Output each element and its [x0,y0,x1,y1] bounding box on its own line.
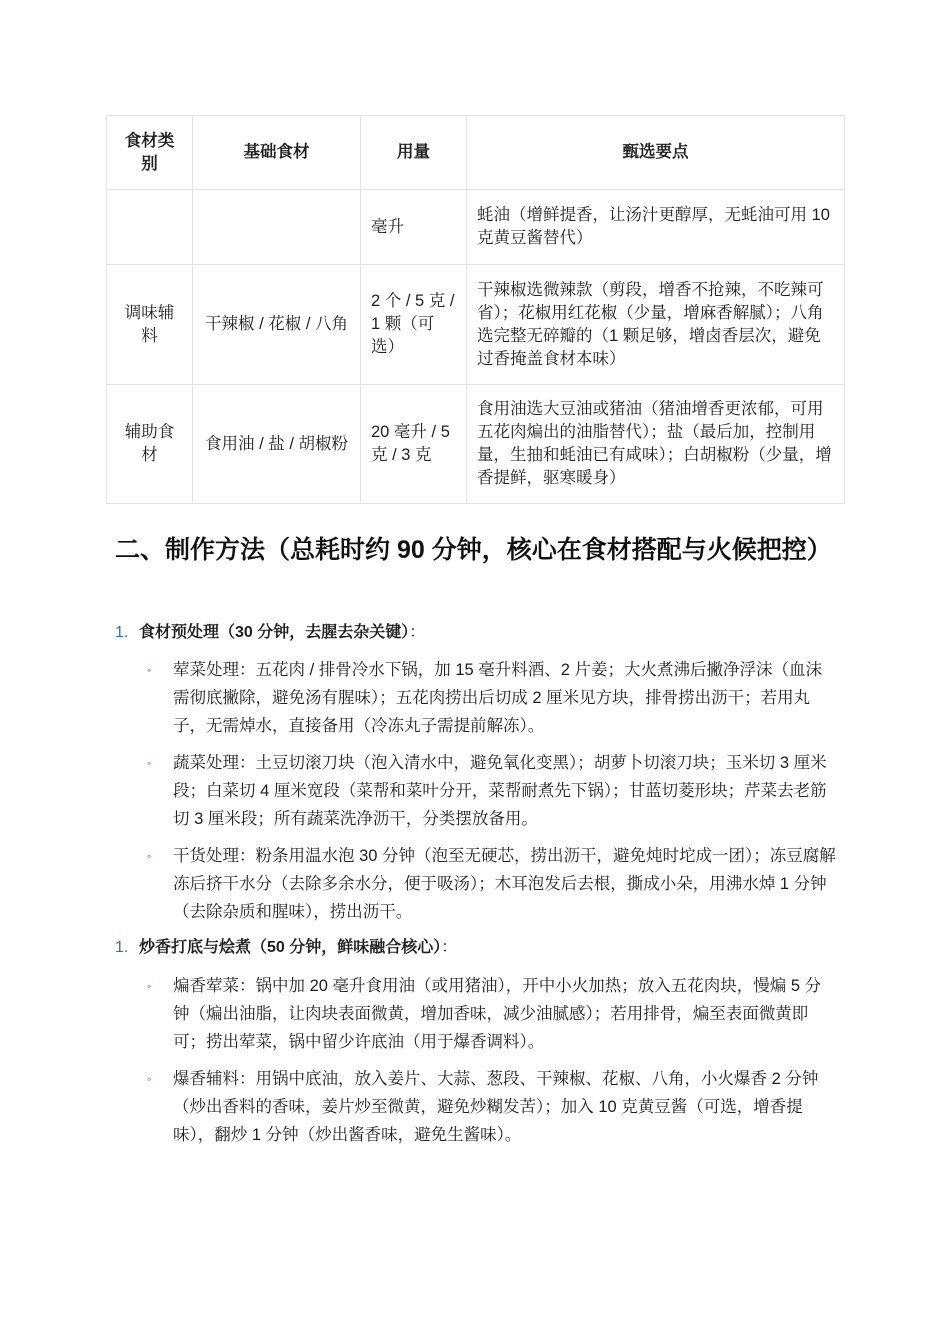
step-number: 1. [115,624,129,641]
header-notes: 甄选要点 [467,116,845,190]
cell-amount: 20 毫升 / 5 克 / 3 克 [361,385,467,504]
list-item [147,749,837,833]
cell-category [107,190,193,265]
list-item [147,656,837,740]
bullet-icon: ◦ [147,663,152,677]
bullet-icon: ◦ [147,979,152,993]
bullet-icon: ◦ [147,1072,152,1086]
table-row [107,385,845,504]
header-ingredient: 基础食材 [193,116,361,190]
table-row [107,265,845,385]
step-number: 1. [115,939,129,956]
step-heading [115,622,425,644]
cell-ingredient: 食用油 / 盐 / 胡椒粉 [193,385,361,504]
cell-ingredient [193,190,361,265]
table-header-row [107,116,845,190]
list-item-text: 荤菜处理：五花肉 / 排骨冷水下锅，加 15 毫升料酒、2 片姜；大火煮沸后撇净浮沫（血沫需彻底撇除，避免汤有腥味）；五花肉捞出后切成 2 厘米见方块，排骨捞出沥干；若用丸子，无需焯水，直接备用（冷冻丸子需提前解冻）。 [173,661,823,735]
cell-category: 辅助食材 [107,385,193,504]
header-amount: 用量 [361,116,467,190]
list-item-text: 煸香荤菜：锅中加 20 毫升食用油（或用猪油），开中小火加热；放入五花肉块，慢煸 5 分钟（煸出油脂，让肉块表面微黄，增加香味，减少油腻感）；若用排骨，煸至表面微黄即可；捞出荤菜，锅中留少许底油（用于爆香调料）。 [173,977,822,1051]
list-item-text: 干货处理：粉条用温水泡 30 分钟（泡至无硬芯，捞出沥干，避免炖时坨成一团）；冻豆腐解冻后挤干水分（去除多余水分，便于吸汤）；木耳泡发后去根，撕成小朵，用沸水焯 1 分钟（去除杂质和腥味），捞出沥干。 [173,847,836,921]
step-title: 食材预处理（30 分钟，去腥去杂关键） [139,624,410,641]
step-suffix: ： [409,624,426,641]
list-item [147,972,837,1056]
cell-notes: 食用油选大豆油或猪油（猪油增香更浓郁，可用五花肉煸出的油脂替代）；盐（最后加，控制用量，生抽和蚝油已有咸味）；白胡椒粉（少量，增香提鲜，驱寒暖身） [467,385,845,504]
cell-amount: 2 个 / 5 克 / 1 颗（可选） [361,265,467,385]
list-item-text: 爆香辅料：用锅中底油，放入姜片、大蒜、葱段、干辣椒、花椒、八角，小火爆香 2 分钟（炒出香料的香味，姜片炒至微黄，避免炒糊发苦）；加入 10 克黄豆酱（可选，增香提味），翻炒 1 分钟（炒出酱香味，避免生酱味）。 [173,1070,819,1144]
bullet-icon: ◦ [147,849,152,863]
section-heading: 二、制作方法（总耗时约 90 分钟，核心在食材搭配与火候把控） [115,536,832,564]
list-item-text: 蔬菜处理：土豆切滚刀块（泡入清水中，避免氧化变黑）；胡萝卜切滚刀块；玉米切 3 厘米段；白菜切 4 厘米宽段（菜帮和菜叶分开，菜帮耐煮先下锅）；甘蓝切菱形块；芹菜去老筋切 3 厘米段；所有蔬菜洗净沥干，分类摆放备用。 [173,754,827,828]
list-item [147,1065,837,1149]
cell-notes: 干辣椒选微辣款（剪段，增香不抢辣，不吃辣可省）；花椒用红花椒（少量，增麻香解腻）；八角选完整无碎瓣的（1 颗足够，增卤香层次，避免过香掩盖食材本味） [467,265,845,385]
cell-ingredient: 干辣椒 / 花椒 / 八角 [193,265,361,385]
cell-category: 调味辅料 [107,265,193,385]
list-item [147,842,837,926]
table-row [107,190,845,265]
header-category: 食材类别 [107,116,193,190]
cell-notes: 蚝油（增鲜提香，让汤汁更醇厚，无蚝油可用 10 克黄豆酱替代） [467,190,845,265]
step-title: 炒香打底与烩煮（50 分钟，鲜味融合核心） [139,939,442,956]
step-heading [115,937,457,959]
cell-amount: 毫升 [361,190,467,265]
bullet-icon: ◦ [147,756,152,770]
step-suffix: ： [441,939,458,956]
ingredient-table [106,115,845,504]
